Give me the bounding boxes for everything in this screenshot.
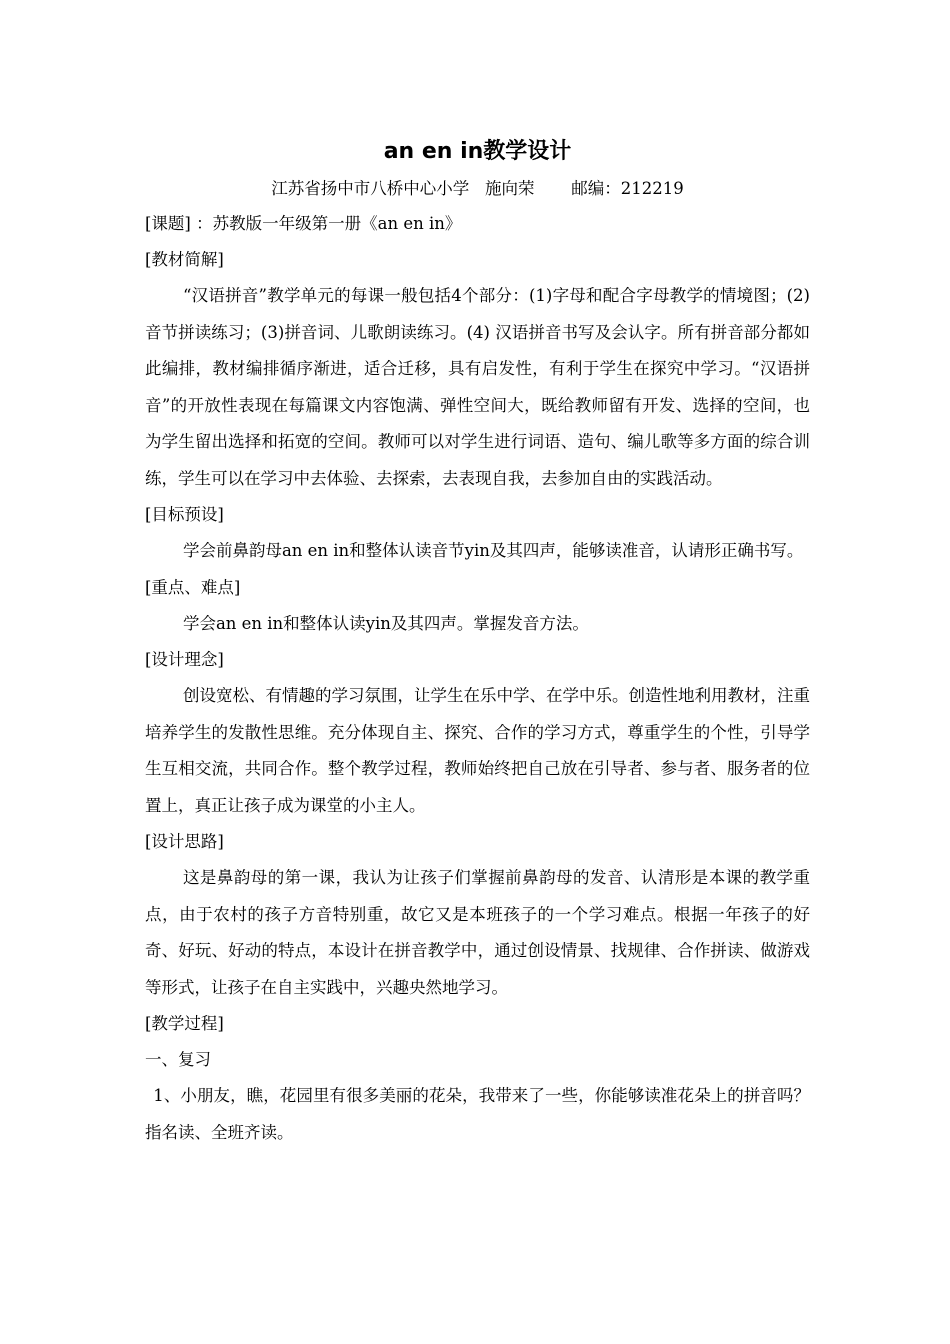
section-paragraph-textbook: “汉语拼音”教学单元的每课一般包括4个部分：(1)字母和配合字母教学的情境图；(2)音节拼读练习；(3)拼音词、儿歌朗读练习。(4) 汉语拼音书写及会认字。所有拼音部分都如此编排，教材编排循序渐进，适合迁移，具有启发性，有利于学生在探究中学习。“汉语拼音”的开放性表现在每篇课文内容饱满、弹性空间大，既给教师留有开发、选择的空间，也为学生留出选择和拓宽的空间。教师可以对学生进行词语、造句、编儿歌等多方面的综合训练，学生可以在学习中去体验、去探索，去表现自我，去参加自由的实践活动。 <box>145 286 810 488</box>
section-paragraph-goals: 学会前鼻韵母an en in和整体认读音节yin及其四声，能够读准音，认请形正确书写。 <box>182 541 804 560</box>
document-page <box>145 132 810 1151</box>
section-paragraph-design-idea: 这是鼻韵母的第一课，我认为让孩子们掌握前鼻韵母的发音、认清形是本课的教学重点，由于农村的孩子方音特别重，故它又是本班孩子的一个学习难点。根据一年孩子的好奇、好玩、好动的特点，本设计在拼音教学中，通过创设情景、找规律、合作拼读、做游戏等形式，让孩子在自主实践中，兴趣央然地学习。 <box>145 868 810 997</box>
section-heading-design-concept: [设计理念] <box>145 650 224 669</box>
section-heading-goals: [目标预设] <box>145 505 224 524</box>
document-title: an en in教学设计 <box>383 139 572 164</box>
review-item-1: 1、小朋友，瞧，花园里有很多美丽的花朵，我带来了一些，你能够读准花朵上的拼音吗？指名读、全班齐读。 <box>145 1086 810 1142</box>
section-paragraph-design-concept: 创设宽松、有情趣的学习氛围，让学生在乐中学、在学中乐。创造性地利用教材，注重培养学生的发散性思维。充分体现自主、探究、合作的学习方式，尊重学生的个性，引导学生互相交流，共同合作。整个教学过程，教师始终把自己放在引导者、参与者、服务者的位置上，真正让孩子成为课堂的小主人。 <box>145 686 810 815</box>
course-line: [课题] ：苏教版一年级第一册《an en in》 <box>145 214 462 233</box>
section-heading-textbook: [教材简解] <box>145 250 224 269</box>
section-heading-teaching-process: [教学过程] <box>145 1014 224 1033</box>
section-paragraph-key-points: 学会an en in和整体认读yin及其四声。掌握发音方法。 <box>182 613 589 633</box>
author-line: 江苏省扬中市八桥中心小学 施向荣 邮编：212219 <box>271 179 684 198</box>
section-heading-key-points: [重点、难点] <box>145 577 241 597</box>
review-heading: 一、复习 <box>145 1050 211 1069</box>
section-heading-design-idea: [设计思路] <box>145 832 224 851</box>
